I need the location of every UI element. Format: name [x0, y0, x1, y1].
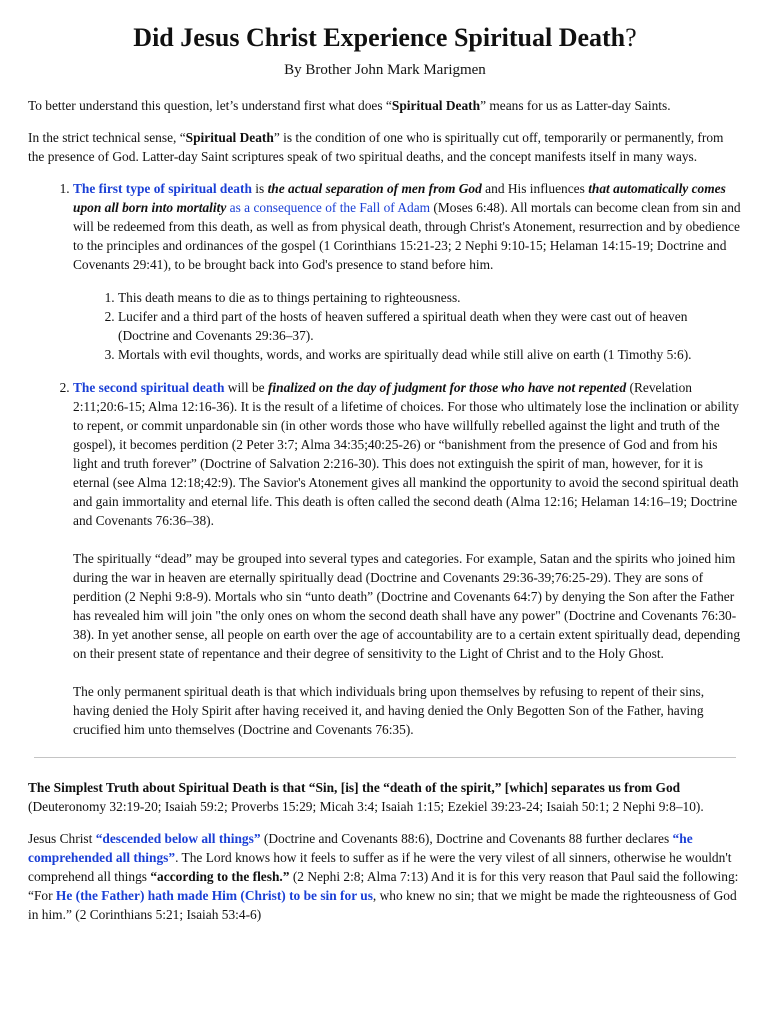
second-death-heading: The second spiritual death — [73, 380, 225, 395]
simplest-truth-paragraph: The Simplest Truth about Spiritual Death is that “Sin, [is] the “death of the spirit,” [which] separates us from God (Deuteronomy 32:19-20; Isaiah 59:2; Proverbs 15:29; Micah 3:4; Isaiah 1:15; Ezekiel 39:23-24; Isaiah 50:1; 2 Nephi 9:8–10). — [28, 780, 704, 814]
sub-list-item: 1. This death means to die as to things pertaining to righteousness. — [118, 288, 742, 307]
intro-paragraph: To better understand this question, let’s understand first what does “Spiritual Death” means for us as Latter-day Saints. — [28, 98, 671, 113]
second-death-paragraph-3: The only permanent spiritual death is that which individuals bring upon themselves by refusing to repent of their sins, having denied the Holy Spirit after having received it, and having denied the Only Begotten Son of the Father, having crucified him unto themselves (Doctrine and Covenants 76:35). — [73, 684, 705, 737]
sub-list-item: 2. Lucifer and a third part of the hosts of heaven suffered a spiritual death when they were cast out of heaven (Doctrine and Covenants 29:36–37). — [118, 307, 742, 345]
sub-list-item: 3. Mortals with evil thoughts, words, and works are spiritually dead while still alive on earth (1 Timothy 5:6). — [118, 345, 742, 364]
fall-of-adam-link[interactable]: as a consequence of the Fall of Adam — [229, 200, 431, 215]
jesus-christ-paragraph: Jesus Christ “descended below all things” (Doctrine and Covenants 88:6), Doctrine and Covenants 88 further declares “he comprehended all things”. The Lord knows how it feels to suffer as if he were the very vilest of all sinners, otherwise he wouldn't comprehend all things “according to the flesh.” (2 Nephi 2:8; Alma 7:13) And it is for this very reason that Paul said the following: “For He (the Father) hath made Him (Christ) to be sin for us, who knew no sin; that we might be made the righteousness of God in him.” (2 Corinthians 5:21; Isaiah 53:4-6) — [28, 831, 739, 922]
first-death-heading: The first type of spiritual death — [73, 181, 252, 196]
first-death-sublist — [73, 288, 742, 364]
page-title — [28, 22, 742, 54]
list-item-second-death: 2. The second spiritual death will be finalized on the day of judgment for those who have not repented (Revelation 2:11;20:6-15; Alma 12:16-36). It is the result of a lifetime of choices. For those who ultimately lose the inclination or ability to repent, or commit unpardonable sin (in other words those who have willfully rebelled against the light and truth of the gospel), it becomes perdition (2 Peter 3:7; Alma 34:35;40:25-26) or “banishment from the presence of God and from his light and truth forever” (Doctrine of Salvation 2:216-30). This does not extinguish the spirit of man, however, for it is eternal (see Alma 12:18;42:9). The Savior's Atonement gives all mankind the opportunity to avoid the second spiritual death and gain immortality and eternal life. This death is often called the second death (Alma 12:16; Helaman 14:16–19; Doctrine and Covenants 76:36–38). The spiritually “dead” may be grouped into several types and categories. For example, Satan and the spirits who joined him during the war in heaven are eternally spiritually dead (Doctrine and Covenants 29:36-39;76:25-29). They are sons of perdition (2 Nephi 9:8-9). Mortals who sin “unto death” (Doctrine and Covenants 64:7) by denying the Son after the Father has revealed him will join "the only ones on whom the second death shall have any power" (Doctrine and Covenants 76:30-38). In yet another sense, all people on earth over the age of accountability are to a certain extent spiritually dead, depending on their present state of repentance and their degree of sensitivity to the Light of Christ and to the Holy Ghost. The only permanent spiritual death is that which individuals bring upon themselves by refusing to repent of their sins, having denied the Holy Spirit after having received it, and having denied the Only Begotten Son of the Father, having crucified him unto themselves (Doctrine and Covenants 76:35). — [73, 378, 742, 739]
title-main: Did Jesus Christ Experience Spiritual Death — [133, 23, 626, 52]
title-question-mark: ? — [625, 23, 637, 52]
byline: By Brother John Mark Marigmen — [284, 62, 486, 78]
spiritual-death-list — [28, 179, 742, 739]
second-death-paragraph-2: The spiritually “dead” may be grouped into several types and categories. For example, Satan and the spirits who joined him during the war in heaven are eternally spiritually dead (Doctrine and Covenants 29:36-39;76:25-29). They are sons of perdition (2 Nephi 9:8-9). Mortals who sin “unto death” (Doctrine and Covenants 64:7) by denying the Son after the Father has revealed him will join "the only ones on whom the second death shall have any power" (Doctrine and Covenants 76:30-38). In yet another sense, all people on earth over the age of accountability are to a certain extent spiritually dead, depending on their present state of repentance and their degree of sensitivity to the Light of Christ and to the Holy Ghost. — [73, 551, 741, 661]
list-item-first-death: 1. The first type of spiritual death is the actual separation of men from God and His influences that automatically comes upon all born into mortality as a consequence of the Fall of Adam (Moses 6:48). All mortals can become clean from sin and will be redeemed from this death, as well as from physical death, through Christ's Atonement, resurrection and by obedience to the principles and ordinances of the gospel (1 Corinthians 15:21-23; 2 Nephi 9:10-15; Helaman 14:15-19; Doctrine and Covenants 29:41), to be brought back into God's presence to stand before him. 1. This death means to die as to things pertaining to righteousness. 2. Lucifer and a third part of the hosts of heaven suffered a spiritual death when they were cast out of heaven (Doctrine and Covenants 29:36–37). 3. Mortals with evil thoughts, words, and works are spiritually dead while still alive on earth (1 Timothy 5:6). — [73, 179, 742, 364]
section-divider — [34, 757, 736, 758]
definition-paragraph: In the strict technical sense, “Spiritual Death” is the condition of one who is spiritually cut off, temporarily or permanently, from the presence of God. Latter-day Saint scriptures speak of two spiritual deaths, and the concept manifests itself in many ways. — [28, 130, 724, 164]
